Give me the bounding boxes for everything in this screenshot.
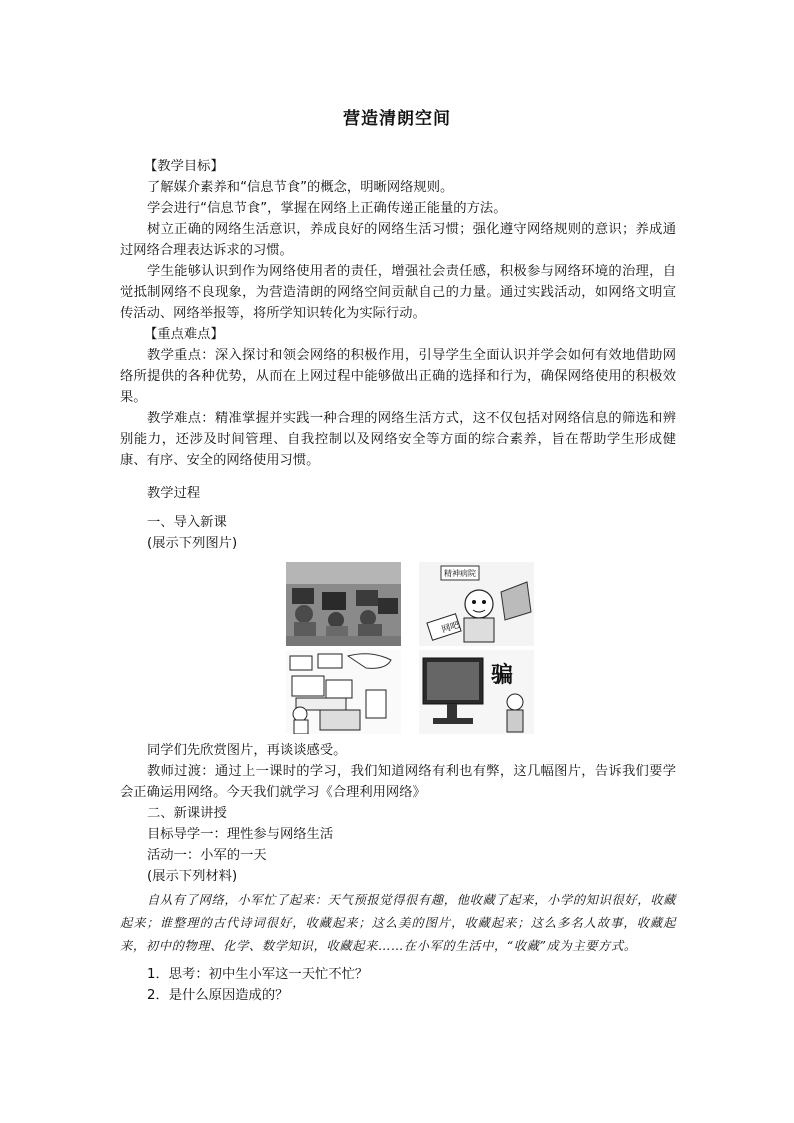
objective-item-4: 学生能够认识到作为网络使用者的责任，增强社会责任感，积极参与网络环境的治理，自觉抵制网络不良现象，为营造清朗的网络空间贡献自己的力量。通过实践活动，如网络文明宣传活动、网络举报等，将所学知识转化为实际行动。 <box>120 264 676 321</box>
section-new-lesson-heading: 二、新课讲授 <box>147 806 227 821</box>
image-grid <box>286 562 534 732</box>
after-images-text: 同学们先欣赏图片，再谈谈感受。 <box>147 743 347 758</box>
show-material-note: (展示下列材料) <box>147 869 238 884</box>
process-heading: 教学过程 <box>147 486 201 501</box>
material-text: 自从有了网络，小军忙了起来：天气预报觉得很有趣，他收藏了起来，小学的知识很好，收藏起来；谁整理的古代诗词很好，收藏起来；这么美的图片，收藏起来；这么多名人故事，收藏起来，初中的物理、化学、数学知识，收藏起来……在小军的生活中，“收藏”成为主要方式。 <box>120 893 676 953</box>
cartoon-kid-computers <box>286 650 401 734</box>
objective-item-1: 了解媒介素养和“信息节食”的概念，明晰网络规则。 <box>147 180 454 195</box>
keypoints-heading: 【重点难点】 <box>144 327 224 342</box>
question-1: 1．思考：初中生小军这一天忙不忙？ <box>147 967 369 982</box>
section-intro-heading: 一、导入新课 <box>147 515 227 530</box>
page-title: 营造清朗空间 <box>343 109 451 129</box>
objectives-heading: 【教学目标】 <box>144 159 224 174</box>
cartoon-mental-hospital-netbar <box>419 562 534 646</box>
internet-cafe-photo <box>286 562 401 646</box>
teaching-difficulty: 教学难点：精准掌握并实践一种合理的网络生活方式，这不仅包括对网络信息的筛选和辨别能力，还涉及时间管理、自我控制以及网络安全等方面的综合素养，旨在帮助学生形成健康、有序、安全的网络使用习惯。 <box>120 411 676 468</box>
fraud-text: 骗 <box>491 663 514 688</box>
guide-goal-1: 目标导学一：理性参与网络生活 <box>147 827 334 842</box>
hospital-sign-text: 精神病院 <box>444 569 476 578</box>
netbar-sign-text: 网吧 <box>440 620 461 636</box>
activity-1-title: 活动一：小军的一天 <box>147 848 267 863</box>
teacher-transition: 教师过渡：通过上一课时的学习，我们知道网络有利也有弊，这几幅图片，告诉我们要学会正确运用网络。今天我们就学习《合理利用网络》 <box>120 764 676 800</box>
objective-item-2: 学会进行“信息节食”，掌握在网络上正确传递正能量的方法。 <box>147 201 507 216</box>
show-images-note: (展示下列图片) <box>147 536 238 551</box>
objective-item-3: 树立正确的网络生活意识，养成良好的网络生活习惯；强化遵守网络规则的意识；养成通过网络合理表达诉求的习惯。 <box>120 222 676 258</box>
document-body <box>120 156 676 1006</box>
question-2: 2．是什么原因造成的？ <box>147 988 289 1003</box>
teaching-focus: 教学重点：深入探讨和领会网络的积极作用，引导学生全面认识并学会如何有效地借助网络所提供的各种优势，从而在上网过程中能够做出正确的选择和行为，确保网络使用的积极效果。 <box>120 348 676 405</box>
cartoon-screen-fraud <box>419 650 534 734</box>
